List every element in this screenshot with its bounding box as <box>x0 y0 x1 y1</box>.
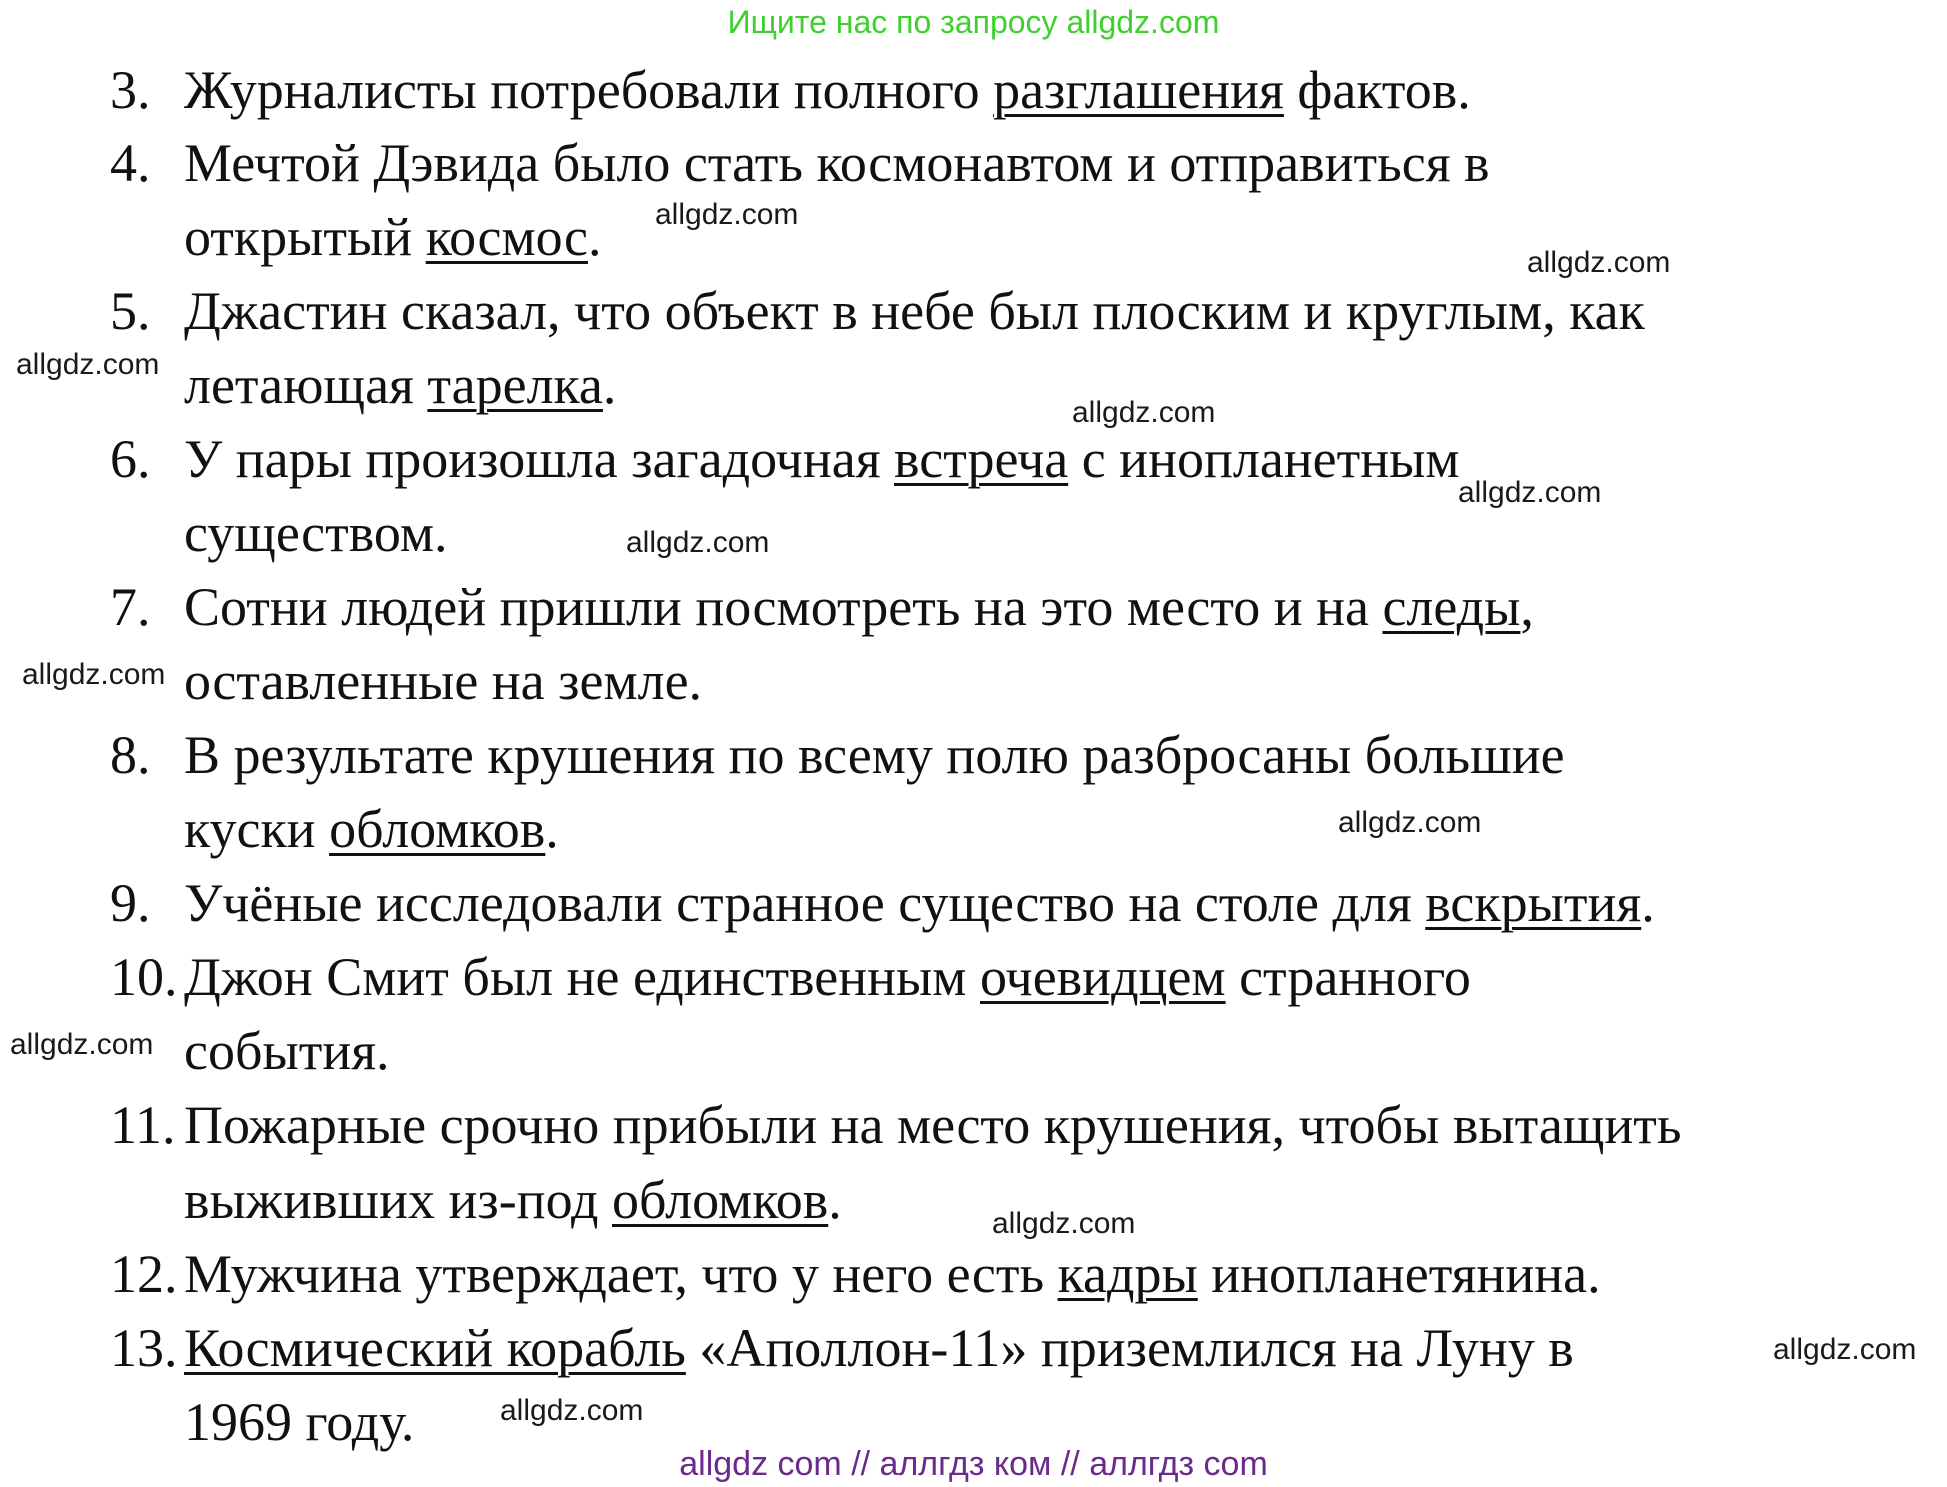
item-text <box>184 133 1490 193</box>
text-segment: . <box>602 355 617 415</box>
text-segment: У пары произошла загадочная <box>184 429 895 489</box>
text-segment: Журналисты потребовали полного <box>184 60 994 120</box>
text-segment: . <box>1641 873 1655 933</box>
item-text <box>184 651 702 711</box>
text-segment: инопланетянина. <box>1197 1244 1601 1304</box>
item-number: 12. <box>110 1244 178 1304</box>
item-text <box>184 503 448 563</box>
footer-watermark: allgdz com // аллгдз ком // аллгдз com <box>679 1445 1268 1483</box>
item-text <box>184 1095 1682 1155</box>
item-text <box>184 60 1471 120</box>
item-text <box>184 1021 390 1081</box>
watermark: allgdz.com <box>10 1028 154 1061</box>
text-segment: Джон Смит был не единственным <box>184 947 980 1007</box>
item-text <box>184 947 1471 1007</box>
item-text <box>184 873 1655 933</box>
watermark: allgdz.com <box>1072 396 1216 429</box>
watermark: allgdz.com <box>1458 476 1602 509</box>
promo-header: Ищите нас по запросу allgdz.com <box>727 4 1220 40</box>
item-text <box>184 577 1534 637</box>
text-segment: . <box>587 207 602 267</box>
text-segment: Пожарные срочно прибыли на место крушения, чтобы вытащить <box>184 1095 1682 1155</box>
item-number: 5. <box>110 281 151 341</box>
underlined-term: обломков <box>329 799 546 859</box>
item-number: 11. <box>110 1095 176 1155</box>
item-number: 8. <box>110 725 151 785</box>
item-number: 4. <box>110 133 151 193</box>
watermark: allgdz.com <box>655 198 799 231</box>
text-segment: . <box>828 1170 842 1230</box>
watermark: allgdz.com <box>16 348 160 381</box>
item-text <box>184 429 1460 489</box>
underlined-term: следы <box>1382 577 1521 637</box>
underlined-term: встреча <box>894 429 1069 489</box>
text-segment: летающая <box>184 355 428 415</box>
item-number: 9. <box>110 873 151 933</box>
item-text <box>184 1170 842 1230</box>
item-number: 13. <box>110 1318 178 1378</box>
underlined-term: вскрытия <box>1425 873 1642 933</box>
text-segment: «Аполлон-11» приземлился на Луну в <box>685 1318 1574 1378</box>
watermark: allgdz.com <box>22 658 166 691</box>
text-segment: Учёные исследовали странное существо на столе для <box>184 873 1426 933</box>
text-segment: . <box>545 799 559 859</box>
item-text <box>184 281 1645 341</box>
watermark: allgdz.com <box>1338 806 1482 839</box>
text-segment: странного <box>1225 947 1471 1007</box>
item-text <box>184 1244 1601 1304</box>
watermark: allgdz.com <box>500 1394 644 1427</box>
underlined-term: космос <box>425 207 588 267</box>
watermark: allgdz.com <box>1527 246 1671 279</box>
text-segment: события. <box>184 1021 390 1081</box>
item-number: 3. <box>110 60 151 120</box>
item-text <box>184 355 616 415</box>
item-number: 6. <box>110 429 151 489</box>
text-segment: , <box>1520 577 1534 637</box>
item-number: 7. <box>110 577 151 637</box>
underlined-term: обломков <box>612 1170 829 1230</box>
text-segment: фактов. <box>1283 60 1471 120</box>
item-number: 10. <box>110 947 178 1007</box>
item-text <box>184 725 1565 785</box>
text-segment: Сотни людей пришли посмотреть на это место и на <box>184 577 1383 637</box>
text-segment: оставленные на земле. <box>184 651 703 711</box>
watermark: allgdz.com <box>1773 1333 1917 1366</box>
text-segment: 1969 году. <box>184 1392 415 1452</box>
item-text <box>184 207 601 267</box>
text-segment: выживших из-под <box>184 1170 612 1230</box>
watermark: allgdz.com <box>992 1207 1136 1240</box>
text-segment: существом. <box>184 503 448 563</box>
text-segment: Мечтой Дэвида было стать космонавтом и отправиться в <box>184 133 1490 193</box>
underlined-term: очевидцем <box>979 947 1226 1007</box>
item-text <box>184 799 559 859</box>
underlined-term: разглашения <box>993 60 1284 120</box>
text-segment: открытый <box>184 207 426 267</box>
text-segment: Джастин сказал, что объект в небе был плоским и круглым, как <box>184 281 1645 341</box>
item-text <box>184 1318 1574 1378</box>
text-segment: Мужчина утверждает, что у него есть <box>184 1244 1058 1304</box>
underlined-term: тарелка <box>427 355 603 415</box>
underlined-term: Космический корабль <box>184 1318 686 1378</box>
text-segment: В результате крушения по всему полю разбросаны большие <box>184 725 1565 785</box>
underlined-term: кадры <box>1057 1244 1198 1304</box>
text-segment: с инопланетным <box>1068 429 1460 489</box>
watermark: allgdz.com <box>626 526 770 559</box>
text-segment: куски <box>184 799 330 859</box>
